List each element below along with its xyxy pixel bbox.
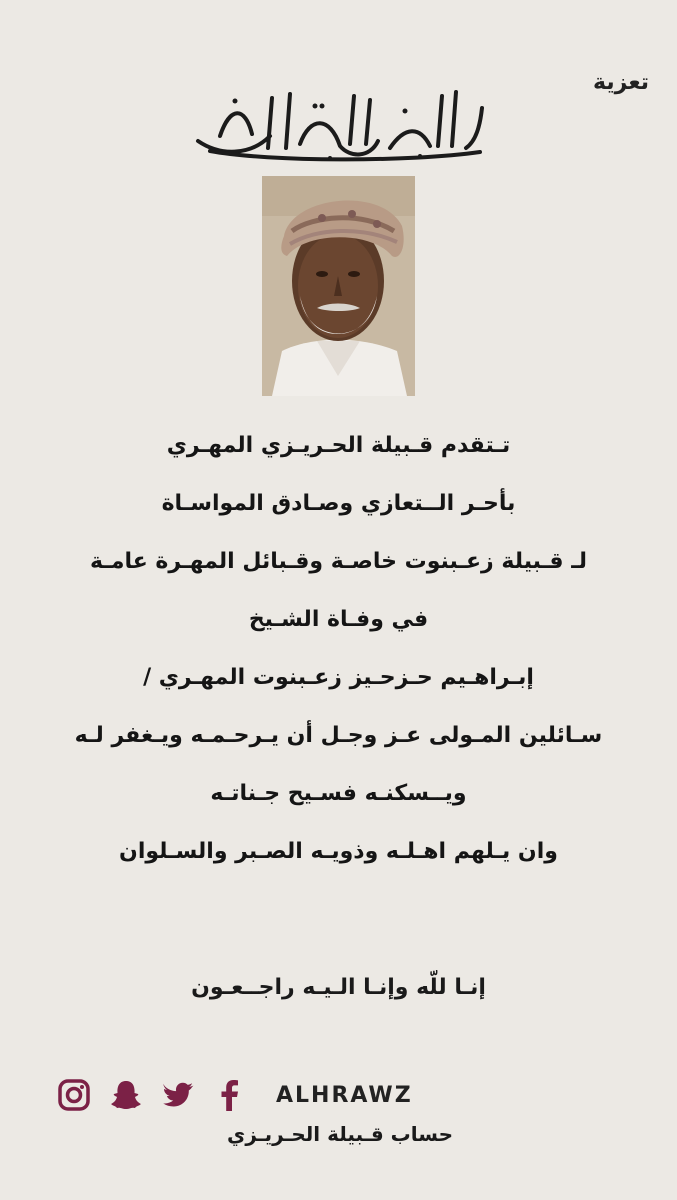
portrait-image [262, 176, 415, 396]
twitter-icon[interactable] [160, 1077, 196, 1113]
closing-verse: إنـا للّه وإنـا الـيـه راجــعـون [191, 975, 486, 1000]
condolence-line: في وفـاة الشـيخ [248, 607, 429, 632]
page-title: تعزية [593, 70, 649, 95]
condolence-text [20, 417, 657, 881]
social-links [56, 1072, 413, 1118]
condolence-line: لـ قـبيلة زعـبنوت خاصـة وقـبائل المهـرة عامـة [89, 549, 588, 574]
account-handle: ALHRAWZ [276, 1082, 413, 1108]
calligraphy-banner [190, 86, 490, 164]
facebook-icon[interactable] [212, 1077, 248, 1113]
condolence-line: سـائلين المـولى عـز وجـل أن يـرحـمـه ويـغفر لـه [74, 723, 603, 748]
snapchat-icon[interactable] [108, 1077, 144, 1113]
portrait-photo [262, 176, 415, 396]
account-caption: حساب قـبيلة الحـريـزي [226, 1122, 454, 1146]
condolence-line: تـتقدم قـبيلة الحـريـزي المهـري [166, 433, 511, 458]
condolence-line: إبـراهـيم حـزحـيز زعـبنوت المهـري / [143, 665, 534, 690]
condolence-line: بأحـر الــتعازي وصـادق المواسـاة [161, 491, 516, 516]
condolence-line: ويــسكنـه فسـيح جـناتـه [210, 781, 467, 806]
calligraphy-art [190, 86, 490, 164]
condolence-line: وان يـلهم اهـلـه وذويـه الصـبر والسـلوان [119, 839, 558, 864]
instagram-icon[interactable] [56, 1077, 92, 1113]
